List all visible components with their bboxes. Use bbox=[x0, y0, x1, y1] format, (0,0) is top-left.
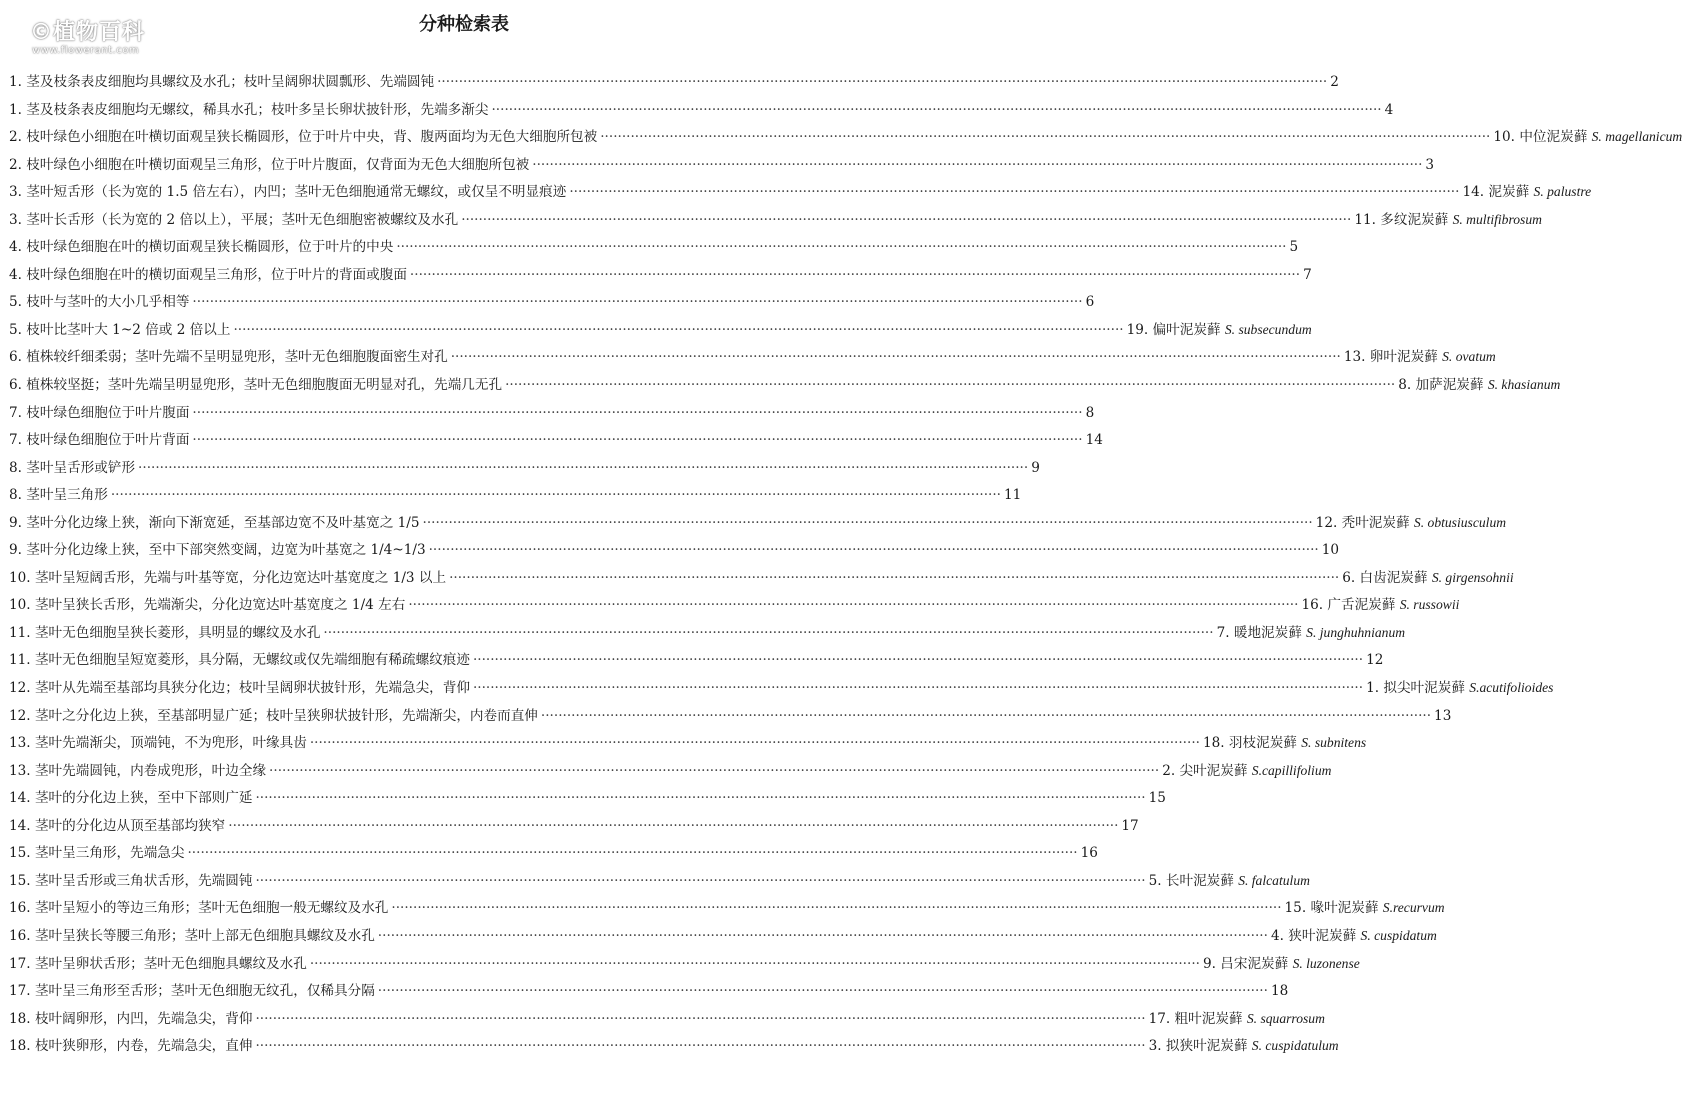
key-entry-description: 15. 茎叶呈三角形，先端急尖 bbox=[9, 845, 185, 862]
key-entry bbox=[9, 318, 1312, 346]
key-entry-result bbox=[1398, 373, 1560, 393]
key-entry bbox=[9, 235, 1299, 263]
species-latin-name: S. magellanicum bbox=[1591, 129, 1682, 145]
key-entry-reference: 15 bbox=[1148, 790, 1166, 807]
key-entry bbox=[9, 593, 1460, 621]
key-entry-description: 18. 枝叶狭卵形，内卷，先端急尖，直伸 bbox=[9, 1038, 253, 1055]
key-entry-description: 14. 茎叶的分化边上狭，至中下部则广延 bbox=[9, 790, 253, 807]
dot-leader bbox=[192, 405, 1082, 421]
key-entry-reference: 10. 中位泥炭藓 bbox=[1493, 129, 1588, 146]
dot-leader bbox=[473, 680, 1363, 696]
key-entry-result bbox=[1217, 621, 1406, 641]
key-entry-reference: 18 bbox=[1270, 983, 1289, 1000]
key-entry-result bbox=[1203, 731, 1366, 751]
key-entry-reference: 10 bbox=[1321, 542, 1340, 559]
key-entry bbox=[9, 428, 1103, 456]
dot-leader bbox=[255, 1038, 1145, 1054]
key-entry-reference: 15. 喙叶泥炭藓 bbox=[1284, 900, 1379, 917]
key-entry-result bbox=[1366, 652, 1383, 668]
dot-leader bbox=[233, 322, 1123, 338]
key-entry bbox=[9, 456, 1040, 484]
key-entry-description: 2. 枝叶绿色小细胞在叶横切面观呈狭长椭圆形，位于叶片中央，背、腹两面均为无色大细胞所包被 bbox=[9, 129, 598, 146]
key-entry-result bbox=[1271, 924, 1437, 944]
key-entry-description: 4. 枝叶绿色细胞在叶的横切面观呈狭长椭圆形，位于叶片的中央 bbox=[9, 239, 394, 256]
key-entry-result bbox=[1031, 460, 1040, 476]
watermark-url: www.flowerant.com bbox=[32, 45, 140, 56]
key-entry-description: 9. 茎叶分化边缘上狭，渐向下渐宽延，至基部边宽不及叶基宽之 1/5 bbox=[9, 514, 420, 531]
key-entry bbox=[9, 896, 1445, 924]
dot-leader bbox=[505, 377, 1395, 393]
species-latin-name: S. subsecundum bbox=[1224, 321, 1312, 337]
key-entry bbox=[9, 98, 1394, 126]
key-entry-reference: 3 bbox=[1425, 156, 1435, 173]
dot-leader bbox=[391, 900, 1281, 916]
key-entry-reference: 1. 拟尖叶泥炭藓 bbox=[1366, 680, 1465, 697]
key-entry bbox=[9, 1034, 1339, 1062]
key-entry-reference: 16. 广舌泥炭藓 bbox=[1301, 597, 1396, 614]
dot-leader bbox=[600, 129, 1490, 145]
species-latin-name: S. cuspidatum bbox=[1360, 927, 1437, 943]
key-entry bbox=[9, 731, 1367, 759]
key-entry bbox=[9, 841, 1098, 869]
key-entry-reference: 2. 尖叶泥炭藓 bbox=[1162, 762, 1248, 779]
key-entry-result bbox=[1344, 345, 1496, 365]
key-entry bbox=[9, 263, 1312, 291]
key-entry-result bbox=[1462, 180, 1591, 200]
key-entry bbox=[9, 125, 1682, 153]
key-entry-reference: 6. 白齿泥炭藓 bbox=[1342, 569, 1428, 586]
dot-leader bbox=[423, 515, 1313, 531]
key-entry-description: 13. 茎叶先端渐尖，顶端钝，不为兜形，叶缘具齿 bbox=[9, 735, 307, 752]
key-entry-result bbox=[1301, 593, 1459, 613]
key-entry-description: 4. 枝叶绿色细胞在叶的横切面观呈三角形，位于叶片的背面或腹面 bbox=[9, 266, 407, 283]
key-entry-result bbox=[1303, 267, 1312, 283]
key-entry bbox=[9, 952, 1360, 980]
dot-leader bbox=[310, 735, 1200, 751]
key-entry bbox=[9, 979, 1289, 1007]
key-entry-result bbox=[1086, 432, 1103, 448]
key-entry-reference: 11. 多纹泥炭藓 bbox=[1354, 211, 1449, 228]
key-entry-result bbox=[1366, 676, 1553, 696]
dot-leader bbox=[192, 432, 1082, 448]
species-latin-name: S. obtusiusculum bbox=[1413, 514, 1507, 530]
key-entry-result bbox=[1493, 125, 1682, 145]
dot-leader bbox=[269, 763, 1159, 779]
species-latin-name: S.recurvum bbox=[1382, 900, 1445, 916]
key-entry-reference: 17 bbox=[1121, 817, 1139, 834]
key-entry-description: 9. 茎叶分化边缘上狭，至中下部突然变阔，边宽为叶基宽之 1/4~1/3 bbox=[9, 542, 426, 559]
key-entry-result bbox=[1330, 74, 1339, 90]
key-entry bbox=[9, 786, 1166, 814]
dot-leader bbox=[451, 349, 1341, 365]
key-entry-reference: 5 bbox=[1289, 239, 1299, 256]
key-entry bbox=[9, 924, 1437, 952]
dot-leader bbox=[541, 708, 1431, 724]
key-entry-result bbox=[1285, 896, 1445, 916]
key-entry bbox=[9, 208, 1542, 236]
key-entry-description: 10. 茎叶呈狭长舌形，先端渐尖，分化边宽达叶基宽度之 1/4 左右 bbox=[9, 597, 406, 614]
key-entry-description: 11. 茎叶无色细胞呈狭长菱形，具明显的螺纹及水孔 bbox=[9, 624, 321, 641]
key-entry-reference: 2 bbox=[1330, 74, 1339, 90]
key-entry-result bbox=[1434, 708, 1451, 724]
page-title: 分种检索表 bbox=[419, 14, 509, 35]
key-entry bbox=[9, 1007, 1325, 1035]
key-entry-reference: 13. 卵叶泥炭藓 bbox=[1343, 349, 1438, 366]
key-entry-result bbox=[1121, 818, 1138, 834]
key-entry bbox=[9, 180, 1592, 208]
dot-leader bbox=[187, 845, 1077, 861]
species-latin-name: S. palustre bbox=[1533, 184, 1592, 200]
species-latin-name: S. squarrosum bbox=[1246, 1010, 1325, 1026]
key-entry-result bbox=[1203, 952, 1360, 972]
key-entry bbox=[9, 373, 1561, 401]
key-entry-result bbox=[1322, 542, 1339, 558]
key-entry-description: 8. 茎叶呈舌形或铲形 bbox=[9, 459, 136, 476]
key-entry-description: 12. 茎叶之分化边上狭，至基部明显广延；枝叶呈狭卵状披针形，先端渐尖，内卷而直伸 bbox=[9, 707, 538, 724]
key-entry-result bbox=[1081, 845, 1098, 861]
dot-leader bbox=[491, 102, 1381, 118]
key-entry-result bbox=[1385, 102, 1394, 118]
key-entry-reference: 4. 狭叶泥炭藓 bbox=[1270, 927, 1357, 944]
species-latin-name: S. russowii bbox=[1399, 597, 1460, 613]
key-entry-result bbox=[1149, 790, 1166, 806]
key-entry-result bbox=[1271, 983, 1288, 999]
key-entry-reference: 12. 秃叶泥炭藓 bbox=[1315, 514, 1410, 531]
dot-leader bbox=[378, 983, 1268, 999]
key-entry-result bbox=[1342, 566, 1513, 586]
key-entry-reference: 8 bbox=[1085, 404, 1095, 421]
dot-leader bbox=[111, 487, 1001, 503]
key-entry-description: 17. 茎叶呈卵状舌形；茎叶无色细胞具螺纹及水孔 bbox=[9, 955, 307, 972]
species-latin-name: S. falcatulum bbox=[1238, 872, 1310, 888]
key-entry-description: 5. 枝叶与茎叶的大小几乎相等 bbox=[9, 294, 190, 311]
key-entry-description: 18. 枝叶阔卵形，内凹，先端急尖，背仰 bbox=[9, 1010, 253, 1027]
key-entry-result bbox=[1354, 208, 1542, 228]
key-entry-description: 17. 茎叶呈三角形至舌形；茎叶无色细胞无纹孔，仅稀具分隔 bbox=[9, 983, 375, 1000]
species-latin-name: S. multifibrosum bbox=[1452, 211, 1542, 227]
identification-key-list bbox=[9, 70, 1682, 1062]
key-entry bbox=[9, 648, 1384, 676]
key-entry-reference: 12 bbox=[1366, 652, 1384, 669]
key-entry-description: 5. 枝叶比茎叶大 1~2 倍或 2 倍以上 bbox=[9, 321, 231, 338]
species-latin-name: S. subnitens bbox=[1301, 735, 1367, 751]
key-entry-reference: 6 bbox=[1085, 294, 1095, 311]
key-entry bbox=[9, 869, 1310, 897]
key-entry-description: 2. 枝叶绿色小细胞在叶横切面观呈三角形，位于叶片腹面，仅背面为无色大细胞所包被 bbox=[9, 156, 530, 173]
key-entry bbox=[9, 483, 1022, 511]
key-entry bbox=[9, 814, 1139, 842]
species-latin-name: S. khasianum bbox=[1487, 377, 1561, 393]
key-entry bbox=[9, 70, 1339, 98]
dot-leader bbox=[323, 625, 1213, 641]
key-entry bbox=[9, 401, 1095, 429]
key-entry-result bbox=[1004, 487, 1021, 503]
key-entry-reference: 18. 羽枝泥炭藓 bbox=[1202, 735, 1297, 752]
dot-leader bbox=[461, 212, 1351, 228]
dot-leader bbox=[192, 294, 1082, 310]
dot-leader bbox=[378, 928, 1268, 944]
key-entry-description: 13. 茎叶先端圆钝，内卷成兜形，叶边全缘 bbox=[9, 762, 267, 779]
dot-leader bbox=[255, 1011, 1145, 1027]
key-entry bbox=[9, 538, 1340, 566]
watermark-text: ©植物百科 bbox=[30, 20, 146, 45]
key-entry-result bbox=[1149, 869, 1310, 889]
dot-leader bbox=[410, 267, 1300, 283]
dot-leader bbox=[255, 790, 1145, 806]
key-entry-reference: 5. 长叶泥炭藓 bbox=[1148, 872, 1234, 889]
key-entry-result bbox=[1086, 294, 1095, 310]
species-latin-name: S. luzonense bbox=[1292, 955, 1360, 971]
key-entry-reference: 9 bbox=[1031, 459, 1040, 476]
key-entry bbox=[9, 511, 1507, 539]
key-entry-reference: 14. 泥炭藓 bbox=[1462, 184, 1530, 201]
key-entry-result bbox=[1086, 405, 1095, 421]
key-entry-description: 1. 茎及枝条表皮细胞均无螺纹，稀具水孔；枝叶多呈长卵状披针形，先端多渐尖 bbox=[9, 101, 489, 118]
key-entry bbox=[9, 759, 1332, 787]
key-entry-description: 6. 植株较纤细柔弱；茎叶先端不呈明显兜形，茎叶无色细胞腹面密生对孔 bbox=[9, 349, 448, 366]
key-entry-result bbox=[1316, 511, 1506, 531]
key-entry-description: 7. 枝叶绿色细胞位于叶片腹面 bbox=[9, 404, 190, 421]
key-entry-result bbox=[1149, 1007, 1325, 1027]
key-entry bbox=[9, 345, 1496, 373]
key-entry-description: 1. 茎及枝条表皮细胞均具螺纹及水孔；枝叶呈阔卵状圆瓢形、先端圆钝 bbox=[9, 74, 435, 90]
key-entry-description: 14. 茎叶的分化边从顶至基部均狭窄 bbox=[9, 817, 226, 834]
key-entry-result bbox=[1425, 157, 1434, 173]
dot-leader bbox=[569, 184, 1459, 200]
key-entry-reference: 14 bbox=[1085, 432, 1103, 449]
dot-leader bbox=[255, 873, 1145, 889]
key-entry-reference: 9. 吕宋泥炭藓 bbox=[1202, 955, 1289, 972]
key-entry-reference: 4 bbox=[1384, 101, 1394, 118]
key-entry bbox=[9, 290, 1095, 318]
dot-leader bbox=[532, 157, 1422, 173]
key-entry-description: 8. 茎叶呈三角形 bbox=[9, 487, 108, 504]
key-entry-reference: 7 bbox=[1303, 266, 1312, 283]
key-entry-description: 7. 枝叶绿色细胞位于叶片背面 bbox=[9, 432, 190, 449]
key-entry-reference: 16 bbox=[1080, 845, 1098, 862]
key-entry-description: 12. 茎叶从先端至基部均具狭分化边；枝叶呈阔卵状披针形，先端急尖，背仰 bbox=[9, 680, 470, 697]
dot-leader bbox=[437, 74, 1327, 90]
dot-leader bbox=[228, 818, 1118, 834]
key-entry-result bbox=[1149, 1034, 1339, 1054]
key-entry bbox=[9, 566, 1514, 594]
key-entry-result bbox=[1127, 318, 1312, 338]
dot-leader bbox=[429, 542, 1319, 558]
key-entry bbox=[9, 153, 1435, 181]
key-entry-description: 11. 茎叶无色细胞呈短宽菱形，具分隔，无螺纹或仅先端细胞有稀疏螺纹痕迹 bbox=[9, 652, 470, 669]
species-latin-name: S. ovatum bbox=[1442, 349, 1496, 365]
key-entry-description: 10. 茎叶呈短阔舌形，先端与叶基等宽，分化边宽达叶基宽度之 1/3 以上 bbox=[9, 569, 447, 586]
species-latin-name: S.acutifolioides bbox=[1469, 680, 1554, 696]
key-entry-description: 16. 茎叶呈狭长等腰三角形；茎叶上部无色细胞具螺纹及水孔 bbox=[9, 927, 375, 944]
dot-leader bbox=[408, 597, 1298, 613]
key-entry-description: 16. 茎叶呈短小的等边三角形；茎叶无色细胞一般无螺纹及水孔 bbox=[9, 900, 389, 917]
key-entry-reference: 19. 偏叶泥炭藓 bbox=[1126, 321, 1221, 338]
species-latin-name: S.capillifolium bbox=[1251, 762, 1332, 778]
dot-leader bbox=[310, 956, 1200, 972]
key-entry-reference: 11 bbox=[1004, 487, 1022, 504]
key-entry-description: 15. 茎叶呈舌形或三角状舌形，先端圆钝 bbox=[9, 872, 253, 889]
key-entry-result bbox=[1289, 239, 1298, 255]
dot-leader bbox=[138, 460, 1028, 476]
species-latin-name: S. junghuhnianum bbox=[1306, 624, 1406, 640]
dot-leader bbox=[449, 570, 1339, 586]
key-entry-reference: 17. 粗叶泥炭藓 bbox=[1148, 1010, 1243, 1027]
key-entry bbox=[9, 676, 1554, 704]
dot-leader bbox=[473, 652, 1363, 668]
key-entry-description: 3. 茎叶长舌形（长为宽的 2 倍以上），平展；茎叶无色细胞密被螺纹及水孔 bbox=[9, 211, 459, 228]
key-entry-reference: 8. 加萨泥炭藓 bbox=[1398, 377, 1484, 394]
key-entry bbox=[9, 704, 1452, 732]
species-latin-name: S. cuspidatulum bbox=[1251, 1038, 1339, 1054]
dot-leader bbox=[396, 239, 1286, 255]
key-entry-reference: 3. 拟狭叶泥炭藓 bbox=[1148, 1038, 1248, 1055]
key-entry bbox=[9, 621, 1406, 649]
key-entry-description: 6. 植株较坚挺；茎叶先端呈明显兜形，茎叶无色细胞腹面无明显对孔，先端几无孔 bbox=[9, 377, 503, 394]
key-entry-reference: 7. 暖地泥炭藓 bbox=[1216, 624, 1302, 641]
key-entry-description: 3. 茎叶短舌形（长为宽的 1.5 倍左右），内凹；茎叶无色细胞通常无螺纹，或仅呈不明显痕迹 bbox=[9, 184, 567, 201]
key-entry-result bbox=[1162, 759, 1331, 779]
key-entry-reference: 13 bbox=[1434, 707, 1452, 724]
species-latin-name: S. girgensohnii bbox=[1431, 569, 1514, 585]
